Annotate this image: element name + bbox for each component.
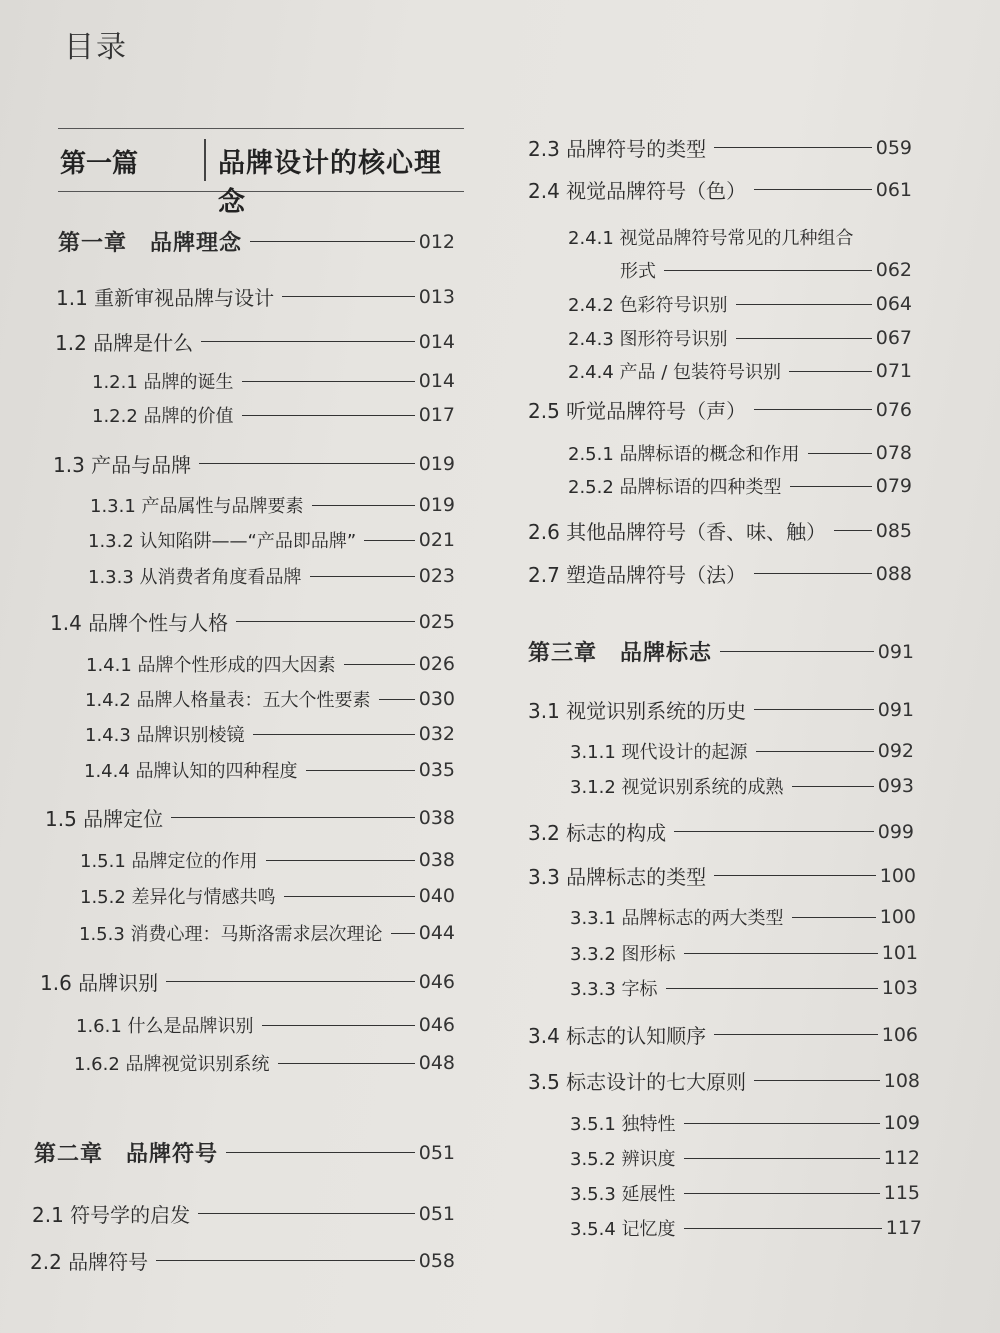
leader-line [284,896,415,897]
leader-line [754,1080,880,1081]
toc-entry [84,757,455,783]
toc-entry [570,975,918,1001]
leader-line [666,988,878,989]
toc-entry [88,527,455,553]
toc-entry [570,904,916,930]
toc-entry-label: 2.3 品牌符号的类型 [528,137,707,161]
leader-line [166,981,415,982]
toc-entry [570,1145,920,1171]
toc-page-number: 093 [877,775,914,797]
toc-page-number: 038 [418,849,455,871]
toc-entry-label: 1.4.3 品牌识别棱镜 [85,725,245,746]
toc-entry-label: 1.3 产品与品牌 [53,453,192,477]
leader-line [684,953,878,954]
toc-entry-label: 3.5.2 辨识度 [570,1149,676,1170]
toc-entry-label: 1.2.2 品牌的价值 [92,406,234,427]
page-title: 目录 [64,30,128,65]
toc-page-number: 035 [418,759,455,781]
leader-line [391,933,415,934]
toc-page-number: 117 [885,1217,922,1239]
toc-entry-label: 1.3.2 认知陷阱——“产品即品牌” [88,531,357,552]
toc-page-number: 071 [875,360,912,382]
leader-line [664,270,872,271]
leader-line [262,1025,415,1026]
toc-entry [80,883,455,909]
toc-page-number: 013 [418,285,455,308]
toc-entry [79,920,455,946]
toc-entry-label: 1.5.3 消费心理：马斯洛需求层次理论 [79,924,383,945]
leader-line [198,1213,415,1214]
toc-entry-label: 1.5 品牌定位 [45,807,164,831]
toc-entry-label: 1.3.1 产品属性与品牌要素 [90,496,304,517]
leader-line [736,304,872,305]
toc-page-number: 091 [877,640,914,663]
toc-page-number: 025 [418,610,455,633]
leader-line [790,486,872,487]
leader-line [236,621,415,622]
leader-line [756,751,874,752]
toc-page-number: 051 [418,1141,455,1164]
toc-page-number: 067 [875,327,912,349]
leader-line [714,1034,878,1035]
toc-page-number: 091 [877,698,914,721]
toc-entry [570,738,914,764]
leader-line [736,338,872,339]
toc-entry [40,967,455,996]
toc-entry-label: 1.4.2 品牌人格量表：五大个性要素 [85,690,371,711]
toc-entry-label: 2.2 品牌符号 [30,1250,149,1274]
toc-page-number: 021 [418,529,455,551]
toc-entry [76,1012,455,1038]
toc-entry [85,686,455,712]
toc-entry [528,1066,920,1095]
toc-page-number: 044 [418,922,455,944]
toc-page-number: 019 [418,452,455,475]
toc-entry-label: 3.1.2 视觉识别系统的成熟 [570,777,784,798]
toc-page-number: 012 [418,230,455,253]
toc-entry-label: 2.4.4 产品 / 包装符号识别 [568,362,782,383]
toc-entry-label: 1.6 品牌识别 [40,971,159,995]
leader-line [306,770,415,771]
toc-entry [55,327,455,356]
toc-page-number: 026 [418,653,455,675]
toc-entry [570,1110,920,1136]
toc-entry [528,559,912,588]
leader-line [312,505,415,506]
leader-line [253,734,415,735]
toc-page-number: 051 [418,1202,455,1225]
toc-entry [528,817,914,846]
toc-entry-label: 第三章 品牌标志 [528,641,713,666]
toc-page-number: 032 [418,723,455,745]
leader-line [242,381,415,382]
leader-line [379,699,415,700]
leader-line [754,573,872,574]
leader-line [789,371,872,372]
toc-page-number: 085 [875,519,912,542]
toc-page-number: 100 [879,864,916,887]
toc-entry [92,368,455,394]
toc-page-number: 112 [883,1147,920,1169]
toc-entry [568,473,912,499]
toc-page-number: 115 [883,1182,920,1204]
toc-entry-label: 1.6.1 什么是品牌识别 [76,1016,254,1037]
toc-entry-label: 3.3.2 图形标 [570,944,676,965]
leader-line [199,463,415,464]
toc-page-number: 046 [418,1014,455,1036]
toc-entry [570,1215,922,1241]
toc-entry-label: 第一章 品牌理念 [58,231,243,256]
toc-entry [528,175,912,204]
toc-page-number: 040 [418,885,455,907]
leader-line [684,1228,882,1229]
leader-line [278,1063,415,1064]
toc-page-number: 023 [418,565,455,587]
toc-entry [528,395,912,424]
toc-entry [568,224,912,250]
toc-entry-label: 3.1.1 现代设计的起源 [570,742,748,763]
leader-line [310,576,415,577]
toc-entry-label: 3.3 品牌标志的类型 [528,865,707,889]
toc-page-number: 061 [875,178,912,201]
toc-page-number: 059 [875,136,912,159]
toc-entry-label: 1.4 品牌个性与人格 [50,611,229,635]
toc-entry-label: 2.4.1 视觉品牌符号常见的几种组合 [568,228,854,249]
leader-line [201,341,415,342]
toc-entry-label: 2.4.2 色彩符号识别 [568,295,728,316]
leader-line [171,817,415,818]
toc-entry-label: 2.6 其他品牌符号（香、味、触） [528,520,827,544]
toc-page-number: 062 [875,259,912,281]
leader-line [364,540,415,541]
toc-chapter-entry [34,1137,455,1168]
toc-entry [568,358,912,384]
toc-entry-label: 3.3.3 字标 [570,979,658,1000]
leader-line [714,875,876,876]
part-number: 第一篇 [60,149,139,179]
toc-page-number: 014 [418,330,455,353]
toc-entry-label: 2.5 听觉品牌符号（声） [528,399,747,423]
toc-page-number: 014 [418,370,455,392]
toc-page-number: 108 [883,1069,920,1092]
toc-entry-label: 1.4.1 品牌个性形成的四大因素 [86,655,336,676]
toc-page-number: 046 [418,970,455,993]
toc-page-number: 078 [875,442,912,464]
toc-entry-label: 2.5.2 品牌标语的四种类型 [568,477,782,498]
toc-chapter-entry [528,636,914,667]
toc-entry-label: 3.5.4 记忆度 [570,1219,676,1240]
toc-entry-label: 1.3.3 从消费者角度看品牌 [88,567,302,588]
leader-line [156,1260,415,1261]
toc-entry-label: 1.5.2 差异化与情感共鸣 [80,887,276,908]
toc-page-number: 058 [418,1249,455,1272]
toc-page-number: 064 [875,293,912,315]
leader-line [792,917,876,918]
toc-page-number: 109 [883,1112,920,1134]
leader-line [714,147,872,148]
toc-page-number: 076 [875,398,912,421]
leader-line [792,786,874,787]
toc-entry-label: 2.7 塑造品牌符号（法） [528,563,747,587]
toc-entry [570,940,918,966]
toc-entry [88,563,455,589]
toc-page-number: 106 [881,1023,918,1046]
toc-page-number: 099 [877,820,914,843]
toc-entry-label: 3.1 视觉识别系统的历史 [528,699,747,723]
toc-entry-label: 3.4 标志的认知顺序 [528,1024,707,1048]
toc-entry-label: 2.5.1 品牌标语的概念和作用 [568,444,800,465]
toc-entry [85,721,455,747]
toc-entry [30,1246,455,1275]
toc-entry [50,607,455,636]
leader-line [266,860,415,861]
toc-entry [568,291,912,317]
toc-entry [528,133,912,162]
toc-entry-label: 1.5.1 品牌定位的作用 [80,851,258,872]
toc-page-number: 017 [418,404,455,426]
toc-entry-label: 1.1 重新审视品牌与设计 [56,286,275,310]
leader-line [684,1123,880,1124]
toc-entry [53,449,455,478]
toc-entry [86,651,455,677]
toc-entry [80,847,455,873]
toc-chapter-entry [58,226,455,257]
leader-line [808,453,872,454]
toc-entry-label: 3.5.3 延展性 [570,1184,676,1205]
toc-page-number: 100 [879,906,916,928]
toc-entry-label: 2.4 视觉品牌符号（色） [528,179,747,203]
leader-line [250,241,415,242]
toc-entry [528,861,916,890]
toc-entry [528,1020,918,1049]
toc-page-number: 019 [418,494,455,516]
leader-line [282,296,415,297]
toc-entry-label: 3.2 标志的构成 [528,821,667,845]
toc-entry [568,325,912,351]
toc-entry-label: 3.5.1 独特性 [570,1114,676,1135]
leader-line [754,189,872,190]
toc-page-number: 101 [881,942,918,964]
part-header [58,128,464,218]
toc-entry [74,1050,455,1076]
toc-entry-label: 1.6.2 品牌视觉识别系统 [74,1054,270,1075]
toc-entry [90,492,455,518]
toc-entry-label: 1.4.4 品牌认知的四种程度 [84,761,298,782]
toc-entry-label: 3.3.1 品牌标志的两大类型 [570,908,784,929]
toc-entry [528,516,912,545]
toc-entry [570,773,914,799]
toc-entry [45,803,455,832]
toc-page-number: 103 [881,977,918,999]
leader-line [674,831,874,832]
toc-entry-label-continuation: 形式 [620,261,656,282]
toc-entry-label: 1.2 品牌是什么 [55,331,194,355]
toc-page-number: 092 [877,740,914,762]
toc-entry-label: 2.1 符号学的启发 [32,1203,191,1227]
leader-line [754,409,872,410]
toc-entry-label: 2.4.3 图形符号识别 [568,329,728,350]
toc-entry-label: 3.5 标志设计的七大原则 [528,1070,747,1094]
leader-line [226,1152,415,1153]
toc-entry-label: 1.2.1 品牌的诞生 [92,372,234,393]
toc-entry [92,402,455,428]
part-title: 品牌设计的核心理念 [218,148,442,218]
toc-page-number: 038 [418,806,455,829]
leader-line [242,415,415,416]
toc-page-number: 048 [418,1052,455,1074]
toc-entry [32,1199,455,1228]
toc-entry-continuation [620,257,912,283]
leader-line [684,1193,880,1194]
leader-line [754,709,874,710]
toc-entry [528,695,914,724]
toc-entry-label: 第二章 品牌符号 [34,1142,219,1167]
leader-line [344,664,415,665]
leader-line [684,1158,880,1159]
toc-page-number: 088 [875,562,912,585]
toc-entry [56,282,455,311]
toc-page-number: 030 [418,688,455,710]
toc-entry [568,440,912,466]
leader-line [834,530,872,531]
toc-entry [570,1180,920,1206]
part-divider [204,139,206,181]
leader-line [720,651,874,652]
toc-page-number: 079 [875,475,912,497]
